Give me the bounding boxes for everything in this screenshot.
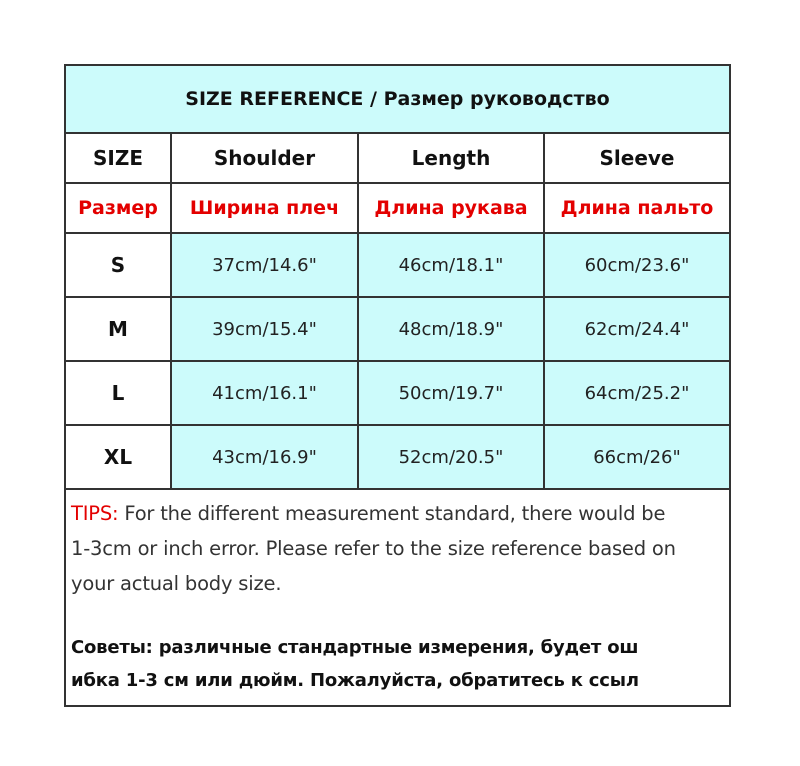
size-label: L [66,361,171,425]
tips-line-1 [71,496,726,531]
sleeve-value: 62cm/24.4" [544,297,729,361]
length-value: 52cm/20.5" [358,425,544,489]
header-row-russian [66,183,729,233]
tips-line-3: your actual body size. [71,572,282,595]
shoulder-value: 43cm/16.9" [171,425,358,489]
shoulder-value: 37cm/14.6" [171,233,358,297]
table-row [66,361,729,425]
size-table [66,134,729,490]
header-size-ru: Размер [66,183,171,233]
table-row [66,233,729,297]
length-value: 50cm/19.7" [358,361,544,425]
shoulder-value: 39cm/15.4" [171,297,358,361]
length-value: 46cm/18.1" [358,233,544,297]
length-value: 48cm/18.9" [358,297,544,361]
header-shoulder-ru: Ширина плеч [171,183,358,233]
chart-title: SIZE REFERENCE / Размер руководство [66,66,729,134]
size-label: S [66,233,171,297]
sleeve-value: 66cm/26" [544,425,729,489]
size-label: M [66,297,171,361]
header-size: SIZE [66,134,171,183]
header-sleeve-ru: Длина пальто [544,183,729,233]
ru-tips-line-2: ибка 1-3 см или дюйм. Пожалуйста, обратитесь к ссыл [71,670,639,691]
header-shoulder: Shoulder [171,134,358,183]
header-length-ru: Длина рукава [358,183,544,233]
ru-tips-line-1: Советы: различные стандартные измерения, будет ош [71,637,639,658]
tips-line-2: 1-3cm or inch error. Please refer to the size reference based on [71,537,676,560]
tips-note [71,496,726,601]
size-chart [64,64,731,707]
shoulder-value: 41cm/16.1" [171,361,358,425]
sleeve-value: 64cm/25.2" [544,361,729,425]
header-sleeve: Sleeve [544,134,729,183]
russian-tips-note [71,631,726,697]
table-row [66,425,729,489]
header-row-english [66,134,729,183]
size-label: XL [66,425,171,489]
header-length: Length [358,134,544,183]
sleeve-value: 60cm/23.6" [544,233,729,297]
table-row [66,297,729,361]
tips-label: TIPS: [71,502,119,525]
tips-text-1: For the different measurement standard, there would be [118,502,666,525]
